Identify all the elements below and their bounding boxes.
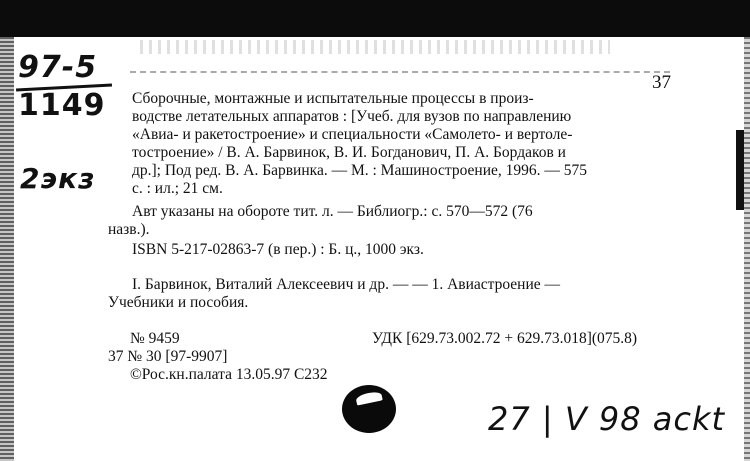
card-line: Учебники и пособия. xyxy=(108,294,249,311)
udk-line: УДК [629.73.002.72 + 629.73.018](075.8) xyxy=(372,330,638,347)
card-line: I. Барвинок, Виталий Алексеевич и др. — — 1. Авиастроение — xyxy=(132,276,561,293)
card-line: водстве летательных аппаратов : [Учеб. для вузов по направлению xyxy=(132,108,572,125)
scan-top-border xyxy=(0,0,750,37)
scan-dash-line xyxy=(130,71,670,73)
scan-left-edge xyxy=(0,37,14,461)
ink-stamp-highlight xyxy=(355,390,383,405)
card-line: с. : ил.; 21 см. xyxy=(132,180,223,197)
scan-right-edge xyxy=(744,37,750,461)
handwritten-copies: 2экз xyxy=(20,162,96,195)
card-line: назв.). xyxy=(108,221,150,238)
card-line: 37 № 30 [97-9907] xyxy=(108,348,228,365)
card-line: ISBN 5-217-02863-7 (в пер.) : Б. ц., 1000 экз. xyxy=(132,241,424,258)
card-line: ©Рос.кн.палата 13.05.97 С232 xyxy=(130,366,328,383)
card-line: Авт указаны на обороте тит. л. — Библиогр.: с. 570—572 (76 xyxy=(132,203,533,220)
ink-stamp-circle xyxy=(342,385,396,433)
page-number: 37 xyxy=(652,72,671,93)
handwritten-date-note: 27 | V 98 ackt xyxy=(488,400,726,438)
card-line: Сборочные, монтажные и испытательные процессы в произ- xyxy=(132,90,534,107)
ink-stamp xyxy=(342,385,396,433)
scan-noise-band xyxy=(140,40,610,54)
handwritten-code-top: 97-5 xyxy=(18,50,98,85)
card-line: тостроение» / В. А. Барвинок, В. И. Богданович, П. А. Бордаков и xyxy=(132,144,566,161)
handwritten-code-number: 1149 xyxy=(18,88,106,123)
card-line: «Авиа- и ракетостроение» и специальности «Самолето- и вертоле- xyxy=(132,126,573,143)
card-line: № 9459 xyxy=(130,330,180,347)
card-line: др.]; Под ред. В. А. Барвинка. — М. : Машиностроение, 1996. — 575 xyxy=(132,162,587,179)
scan-right-artifact xyxy=(736,130,744,210)
